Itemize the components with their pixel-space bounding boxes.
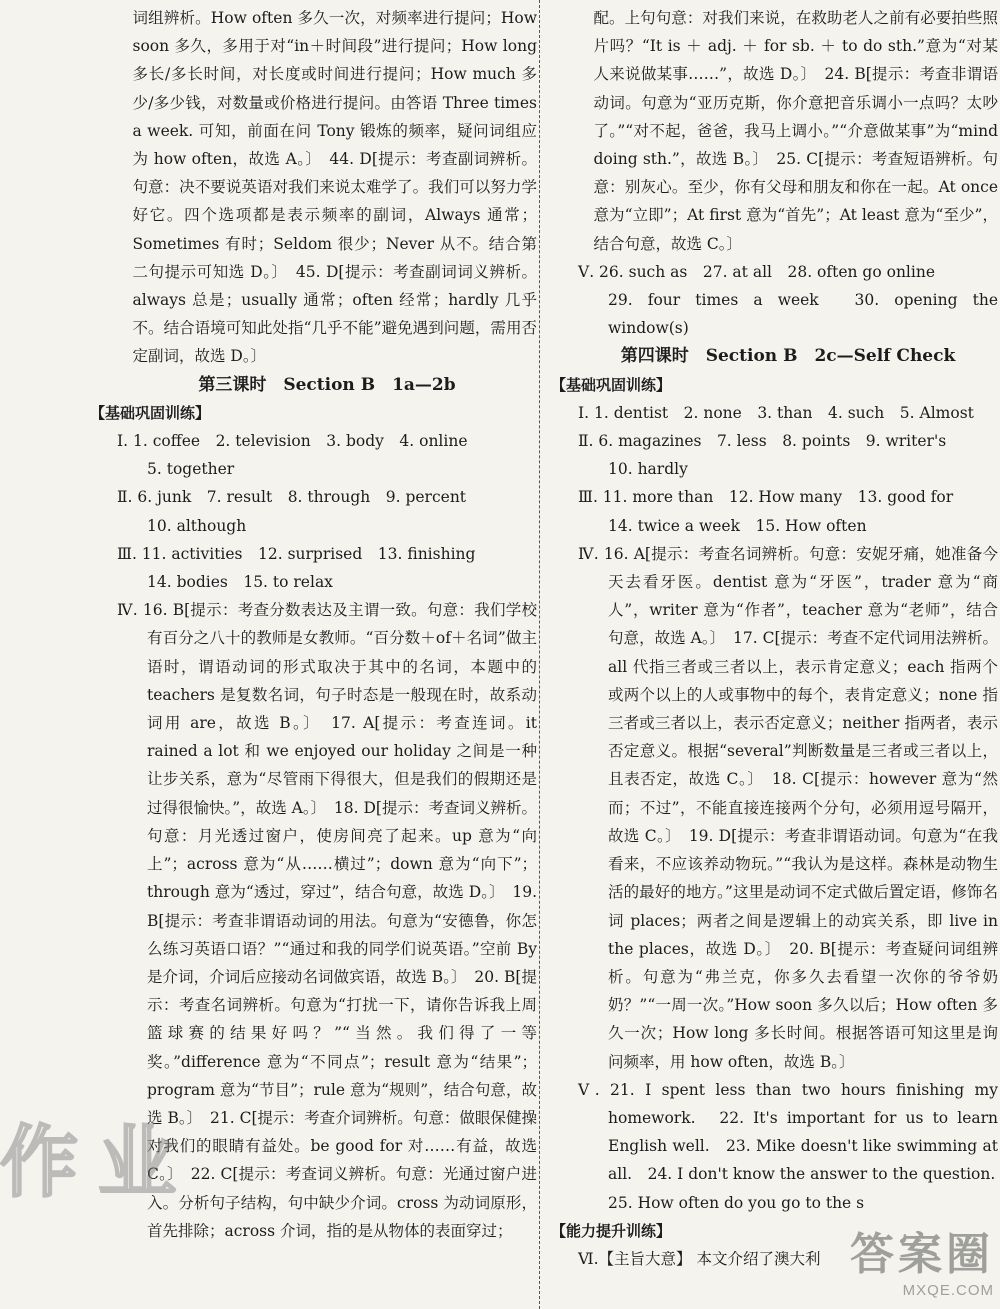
answer-paragraph: Ⅱ. 6. magazines 7. less 8. points 9. writer's	[578, 432, 947, 451]
section-heading: 第三课时 Section B 1a—2b	[198, 374, 456, 395]
answer-paragraph: Ⅴ. 26. such as 27. at all 28. often go online	[578, 262, 935, 281]
answer-paragraph: Ⅱ. 6. junk 7. result 8. through 9. percent	[117, 488, 467, 507]
column-divider	[539, 0, 540, 1309]
site-logo	[850, 1218, 994, 1299]
answer-paragraph: 配。上句句意：对我们来说，在救助老人之前有必要拍些照片吗？“It is ＋ adj. ＋ for sb. ＋ to do sth.”意为“对某人来说做某事……”，故选 D。〕 24. B[提示：考查非谓语动词。句意为“亚历克斯，你介意把音乐调小一点吗？太吵了。”“对不起，爸爸，我马上调小。”“介意做某事”为“mind doing sth.”，故选 B。〕 25. C[提示：考查短语辨析。句意：别灰心。至少，你有父母和朋友和你在一起。At once 意为“立即”；At first 意为“首先”；At least 意为“至少”，结合句意，故选 C。〕	[593, 9, 998, 253]
answer-paragraph: Ⅳ. 16. B[提示：考查分数表达及主谓一致。句意：我们学校有百分之八十的教师是女教师。“百分数＋of＋名词”做主语时，谓语动词的形式取决于其中的名词，本题中的 teachers 是复数名词，句子时态是一般现在时，故系动词用 are，故选 B。〕 17. A[提示：考查连词。it rained a lot 和 we enjoyed our holiday 之间是一种让步关系，意为“尽管雨下得很大，但是我们的假期还是过得很愉快。”，故选 A。〕 18. D[提示：考查词义辨析。句意：月光透过窗户，使房间亮了起来。up 意为“向上”；across 意为“从……横过”；down 意为“向下”；through 意为“透过，穿过”，结合句意，故选 D。〕 19. B[提示：考查非谓语动词的用法。句意为“安德鲁，你怎么练习英语口语？”“通过和我的同学们说英语。”空前 By 是介词，介词后应接动名词做宾语，故选 B。〕 20. B[提示：考查名词辨析。句意为“打扰一下，请你告诉我上周篮球赛的结果好吗？”“当然。我们得了一等奖。”difference 意为“不同点”；result 意为“结果”；program 意为“节目”；rule 意为“规则”，结合句意，故选 B。〕 21. C[提示：考查介词辨析。句意：做眼保健操对我们的眼睛有益处。be good for 对……有益，故选 C。〕 22. C[提示：考查词义辨析。句意：光通过窗户进入。分析句子结构，句中缺少介词。cross 为动词原形，首先排除；across 介词，指的是从物体的表面穿过；	[117, 601, 537, 1240]
answer-paragraph: Ⅵ.【主旨大意】 本文介绍了澳大利	[578, 1249, 821, 1268]
logo-url: MXQE.COM	[902, 1282, 994, 1299]
answer-paragraph: Ⅰ. 1. dentist 2. none 3. than 4. such 5. Almost	[578, 403, 974, 422]
answer-paragraph: Ⅳ. 16. A[提示：考查名词辨析。句意：安妮牙痛，她准备今天去看牙医。dentist 意为“牙医”，trader 意为“商人”，writer 意为“作者”，teacher 意为“老师”，结合句意，故选 A。〕 17. C[提示：考查不定代词用法辨析。all 代指三者或三者以上，表示肯定意义；each 指两个或两个以上的人或事物中的每个，表肯定意义；none 指三者或三者以上，表示否定意义；neither 指两者，表示否定意义。根据“several”判断数量是三者或三者以上，且表否定，故选 C。〕 18. C[提示：however 意为“然而；不过”，不能直接连接两个分句，必须用逗号隔开，故选 C。〕 19. D[提示：考查非谓语动词。句意为“在我看来，不应该养动物玩。”“我认为是这样。森林是动物生活的最好的地方。”这里是动词不定式做后置定语，修饰名词 places；两者之间是逻辑上的动宾关系，即 live in the places，故选 D。〕 20. B[提示：考查疑问词组辨析。句意为“弗兰克，你多久去看望一次你的爷爷奶奶？”“一周一次。”How soon 多久以后；How often 多久一次；How long 多长时间。根据答语可知这里是询问频率，用 how often，故选 B。〕	[578, 544, 998, 1071]
answer-paragraph: Ⅲ. 11. more than 12. How many 13. good for	[578, 488, 954, 507]
answer-paragraph: 14. bodies 15. to relax	[147, 573, 333, 592]
logo-text: 答案圈	[850, 1229, 994, 1280]
answer-paragraph: 词组辨析。How often 多久一次，对频率进行提问；How soon 多久，多用于对“in＋时间段”进行提问；How long 多长/多长时间，对长度或时间进行提问；How much 多少/多少钱，对数量或价格进行提问。由答语 Three times a week. 可知，前面在问 Tony 锻炼的频率，疑问词组应为 how often，故选 A。〕 44. D[提示：考查副词辨析。句意：决不要说英语对我们来说太难学了。我们可以努力学好它。四个选项都是表示频率的副词，Always 通常；Sometimes 有时；Seldom 很少；Never 从不。结合第二句提示可知选 D。〕 45. D[提示：考查副词词义辨析。always 总是；usually 通常；often 经常；hardly 几乎不。结合语境可知此处指“几乎不能”避免遇到问题，需用否定副词，故选 D。〕	[132, 9, 537, 366]
block-title: 【能力提升训练】	[551, 1221, 672, 1240]
answer-paragraph: 29. four times a week 30. opening the window(s)	[608, 291, 998, 338]
answer-paragraph: Ⅴ. 21. I spent less than two hours finishing my homework. 22. It's important for us to learn English well. 23. Mike doesn't like swimming at all. 24. I don't know the answer to the question.	[578, 1080, 998, 1184]
answer-paragraph: Ⅲ. 11. activities 12. surprised 13. finishing	[117, 544, 476, 563]
right-column	[551, 4, 998, 1273]
answer-paragraph: 5. together	[147, 460, 235, 479]
block-title: 【基础巩固训练】	[90, 403, 211, 422]
section-heading: 第四课时 Section B 2c—Self Check	[620, 346, 956, 367]
answer-paragraph: 25. How often do you go to the s	[608, 1193, 865, 1212]
block-title: 【基础巩固训练】	[551, 375, 672, 394]
answer-paragraph: 10. hardly	[608, 460, 688, 479]
answer-paragraph: 10. although	[147, 516, 247, 535]
answer-paragraph: Ⅰ. 1. coffee 2. television 3. body 4. online	[117, 432, 468, 451]
watermark: 作业	[0, 1117, 197, 1208]
answer-paragraph: 14. twice a week 15. How often	[608, 516, 867, 535]
